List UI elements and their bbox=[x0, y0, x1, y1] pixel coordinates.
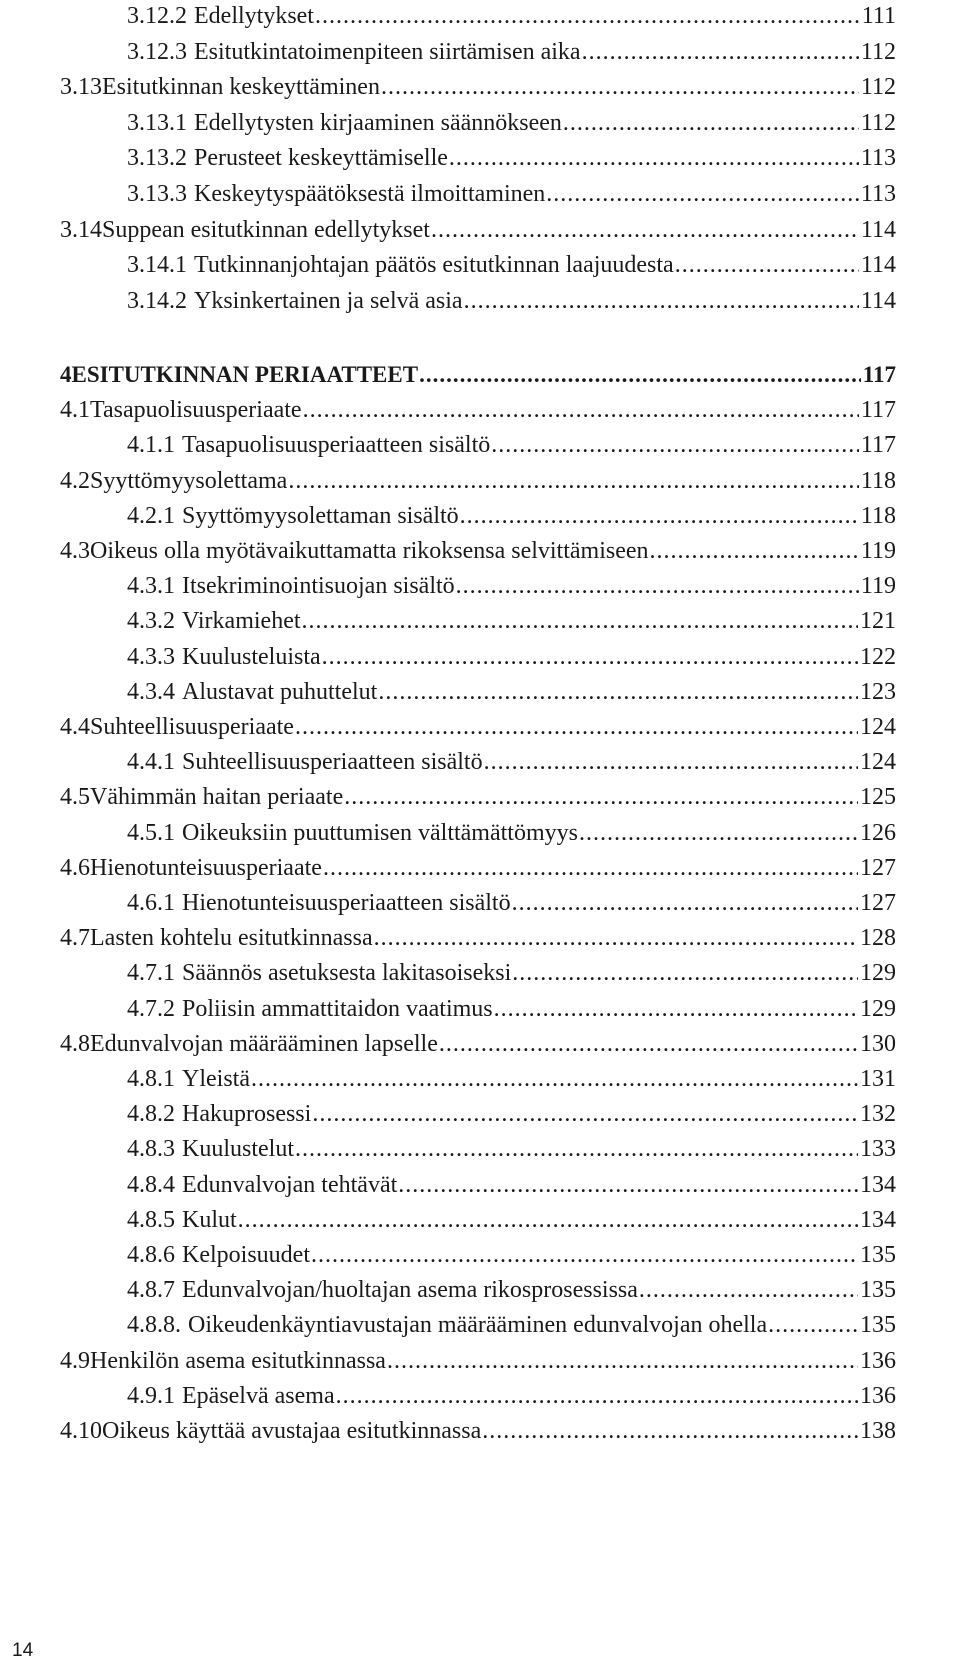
toc-entry[interactable] bbox=[127, 108, 896, 138]
toc-entry[interactable] bbox=[127, 286, 896, 316]
toc-entry-number: 3.14 bbox=[60, 216, 102, 243]
toc-entry-page: 134 bbox=[860, 1171, 896, 1198]
toc-entry-number: 4.7.1 bbox=[127, 960, 175, 987]
toc-entry[interactable] bbox=[127, 37, 896, 67]
toc-leader-dots bbox=[323, 853, 858, 883]
toc-leader-dots bbox=[431, 215, 859, 245]
toc-entry-title: Oikeus olla myötävaikuttamatta rikoksensa selvittämiseen bbox=[90, 538, 649, 564]
toc-entry-title: Edunvalvojan määrääminen lapselle bbox=[90, 1030, 438, 1057]
toc-entry-title: Edellytysten kirjaaminen säännökseen bbox=[194, 109, 562, 136]
toc-entry-title: Hienotunteisuusperiaate bbox=[90, 854, 322, 881]
toc-entry-number: 4.1.1 bbox=[127, 432, 175, 459]
toc-leader-dots bbox=[491, 430, 859, 460]
toc-leader-dots bbox=[303, 395, 859, 425]
toc-entry-page: 123 bbox=[860, 678, 896, 705]
toc-entry-page: 114 bbox=[860, 287, 896, 314]
toc-leader-dots bbox=[563, 108, 859, 138]
toc-entry-title: Suhteellisuusperiaatteen sisältö bbox=[182, 749, 483, 776]
toc-entry-page: 117 bbox=[860, 432, 896, 459]
toc-entry-title: Alustavat puhuttelut bbox=[182, 678, 378, 705]
toc-leader-dots bbox=[344, 782, 858, 812]
toc-entry-title: Kulut bbox=[182, 1206, 237, 1233]
toc-entry-number: 4.8.3 bbox=[127, 1136, 175, 1163]
toc-entry-number: 4.8.7 bbox=[127, 1277, 175, 1304]
toc-entry-number: 4.5.1 bbox=[127, 819, 175, 846]
toc-leader-dots bbox=[295, 712, 858, 742]
toc-entry-page: 118 bbox=[860, 502, 896, 529]
toc-entry-page: 117 bbox=[860, 397, 896, 424]
toc-leader-dots bbox=[650, 536, 859, 566]
toc-entry[interactable] bbox=[127, 1240, 896, 1270]
toc-entry[interactable] bbox=[127, 1, 896, 31]
toc-leader-dots bbox=[322, 642, 858, 672]
toc-entry-title: Virkamiehet bbox=[182, 608, 301, 635]
toc-entry[interactable] bbox=[127, 1170, 896, 1200]
toc-entry[interactable] bbox=[60, 215, 896, 245]
toc-leader-dots bbox=[449, 143, 859, 173]
toc-entry[interactable] bbox=[127, 143, 896, 173]
toc-entry-title: Syyttömyysolettama bbox=[90, 467, 288, 494]
toc-entry-number: 4.8.4 bbox=[127, 1171, 175, 1198]
toc-entry-number: 4.1 bbox=[60, 397, 90, 424]
toc-entry-number: 3.14.2 bbox=[127, 287, 187, 314]
toc-leader-dots bbox=[378, 677, 858, 707]
toc-entry-title: Suppean esitutkinnan edellytykset bbox=[102, 216, 430, 243]
toc-leader-dots bbox=[439, 1029, 858, 1059]
toc-entry-title: ESITUTKINNAN PERIAATTEET bbox=[71, 362, 419, 387]
toc-entry-number: 3.12.2 bbox=[127, 3, 187, 29]
toc-entry-page: 130 bbox=[860, 1030, 896, 1057]
toc-entry-title: Edunvalvojan/huoltajan asema rikosprosessissa bbox=[182, 1277, 638, 1304]
toc-leader-dots bbox=[546, 179, 859, 209]
toc-leader-dots bbox=[251, 1064, 858, 1094]
toc-entry-number: 4.8.6 bbox=[127, 1242, 175, 1268]
toc-entry-page: 122 bbox=[860, 643, 896, 670]
toc-entry-page: 129 bbox=[860, 960, 896, 987]
toc-entry-page: 119 bbox=[860, 538, 896, 564]
toc-entry-title: Tasapuolisuusperiaate bbox=[90, 397, 302, 424]
toc-leader-dots bbox=[302, 606, 858, 636]
toc-entry-title: Kelpoisuudet bbox=[182, 1242, 310, 1268]
toc-entry-number: 3.12.3 bbox=[127, 38, 187, 65]
toc-entry-number: 4.6 bbox=[60, 854, 90, 881]
toc-entry[interactable] bbox=[60, 72, 896, 102]
toc-entry-page: 125 bbox=[860, 784, 896, 811]
toc-leader-dots bbox=[311, 1240, 858, 1270]
toc-entry-number: 4.7 bbox=[60, 925, 90, 952]
toc-leader-dots bbox=[512, 958, 858, 988]
toc-entry-title: Tutkinnanjohtajan päätös esitutkinnan laajuudesta bbox=[194, 252, 674, 279]
toc-entry-number: 4.3.4 bbox=[127, 678, 175, 705]
toc-entry[interactable] bbox=[127, 677, 896, 707]
toc-entry-page: 124 bbox=[860, 749, 896, 776]
toc-chapter[interactable] bbox=[60, 360, 896, 390]
toc-entry-number: 4.2.1 bbox=[127, 502, 175, 529]
toc-entry-page: 129 bbox=[860, 995, 896, 1022]
toc-leader-dots bbox=[312, 1099, 858, 1129]
toc-entry-page: 111 bbox=[861, 3, 896, 29]
toc-entry-title: Syyttömyysolettaman sisältö bbox=[182, 502, 459, 529]
toc-entry-number: 4.8.5 bbox=[127, 1206, 175, 1233]
toc-leader-dots bbox=[295, 1134, 858, 1164]
toc-leader-dots bbox=[387, 1346, 858, 1376]
toc-entry[interactable] bbox=[127, 179, 896, 209]
toc-entry[interactable] bbox=[60, 466, 896, 496]
toc-entry[interactable] bbox=[60, 1416, 896, 1446]
toc-entry-number: 4.2 bbox=[60, 467, 90, 494]
toc-entry-title: Oikeus käyttää avustajaa esitutkinnassa bbox=[102, 1418, 482, 1444]
toc-entry-title: Suhteellisuusperiaate bbox=[90, 714, 294, 740]
toc-leader-dots bbox=[464, 286, 859, 316]
toc-entry-title: Lasten kohtelu esitutkinnassa bbox=[90, 925, 373, 952]
toc-entry-number: 4.8 bbox=[60, 1030, 90, 1057]
toc-entry-title: Poliisin ammattitaidon vaatimus bbox=[182, 995, 493, 1022]
toc-entry-title: Esitutkinnan keskeyttäminen bbox=[102, 74, 380, 101]
toc-leader-dots bbox=[482, 1416, 858, 1446]
toc-entry-number: 3.13.2 bbox=[127, 145, 187, 172]
toc-entry-page: 114 bbox=[860, 216, 896, 243]
toc-entry-page: 136 bbox=[860, 1347, 896, 1374]
toc-leader-dots bbox=[315, 1, 860, 31]
toc-entry-page: 112 bbox=[860, 38, 896, 65]
toc-leader-dots bbox=[336, 1381, 858, 1411]
toc-entry-page: 112 bbox=[860, 74, 896, 101]
toc-entry-page: 118 bbox=[860, 467, 896, 494]
toc-entry[interactable] bbox=[127, 1134, 896, 1164]
toc-entry-page: 136 bbox=[860, 1382, 896, 1409]
toc-entry-number: 3.13 bbox=[60, 74, 102, 101]
toc-entry-number: 4.3 bbox=[60, 538, 90, 564]
toc-leader-dots bbox=[675, 250, 859, 280]
toc-leader-dots bbox=[484, 747, 858, 777]
toc-entry-page: 128 bbox=[860, 925, 896, 952]
toc-entry-page: 126 bbox=[860, 819, 896, 846]
toc-entry[interactable] bbox=[60, 923, 896, 953]
toc-entry[interactable] bbox=[127, 501, 896, 531]
toc-entry[interactable] bbox=[60, 712, 896, 742]
toc-entry[interactable] bbox=[127, 1275, 896, 1305]
toc-entry-title: Esitutkintatoimenpiteen siirtämisen aika bbox=[194, 38, 581, 65]
toc-entry-page: 132 bbox=[860, 1101, 896, 1128]
toc-entry-title: Perusteet keskeyttämiselle bbox=[194, 145, 448, 172]
toc-entry-number: 3.13.1 bbox=[127, 109, 187, 136]
toc-entry[interactable] bbox=[127, 1064, 896, 1094]
toc-leader-dots bbox=[639, 1275, 858, 1305]
toc-entry-number: 3.13.3 bbox=[127, 181, 187, 207]
toc-entry-number: 4.10 bbox=[60, 1418, 102, 1444]
toc-entry[interactable] bbox=[127, 747, 896, 777]
toc-entry-number: 4.9.1 bbox=[127, 1382, 175, 1409]
toc-entry-title: Itsekriminointisuojan sisältö bbox=[182, 573, 455, 600]
toc-entry-number: 4 bbox=[60, 362, 72, 387]
toc-entry-number: 4.4.1 bbox=[127, 749, 175, 776]
page-number: 14 bbox=[12, 1640, 34, 1661]
toc-entry-page: 121 bbox=[860, 608, 896, 635]
toc-entry-title: Yleistä bbox=[182, 1066, 250, 1092]
toc-entry-page: 134 bbox=[860, 1206, 896, 1233]
toc-leader-dots bbox=[579, 818, 858, 848]
toc-entry[interactable] bbox=[127, 1381, 896, 1411]
toc-entry-title: Edunvalvojan tehtävät bbox=[182, 1171, 398, 1198]
toc-entry[interactable] bbox=[127, 1310, 896, 1340]
toc-entry-page: 131 bbox=[860, 1066, 896, 1092]
toc-leader-dots bbox=[238, 1205, 858, 1235]
toc-entry-number: 4.8.8. bbox=[127, 1312, 181, 1339]
toc-entry-title: Epäselvä asema bbox=[182, 1382, 335, 1409]
toc-entry[interactable] bbox=[127, 571, 896, 601]
toc-entry-page: 127 bbox=[860, 854, 896, 881]
toc-entry-number: 4.3.3 bbox=[127, 643, 175, 670]
toc-entry[interactable] bbox=[60, 1346, 896, 1376]
toc-leader-dots bbox=[512, 888, 858, 918]
toc-entry-title: Yksinkertainen ja selvä asia bbox=[194, 287, 463, 314]
toc-leader-dots bbox=[494, 994, 858, 1024]
toc-entry-page: 138 bbox=[860, 1418, 896, 1444]
toc-entry-number: 3.14.1 bbox=[127, 252, 187, 279]
toc-entry-title: Keskeytyspäätöksestä ilmoittaminen bbox=[194, 181, 546, 207]
toc-entry-title: Hienotunteisuusperiaatteen sisältö bbox=[182, 890, 511, 916]
toc-entry-title: Vähimmän haitan periaate bbox=[90, 784, 344, 811]
toc-entry-page: 135 bbox=[860, 1242, 896, 1268]
toc-entry[interactable] bbox=[127, 994, 896, 1024]
toc-leader-dots bbox=[582, 37, 859, 67]
toc-entry-page: 119 bbox=[860, 573, 896, 600]
toc-entry[interactable] bbox=[60, 395, 896, 425]
toc-entry-page: 124 bbox=[860, 714, 896, 740]
toc-entry[interactable] bbox=[127, 818, 896, 848]
toc-entry-number: 4.9 bbox=[60, 1347, 90, 1374]
toc-entry-number: 4.8.1 bbox=[127, 1066, 175, 1092]
toc-entry[interactable] bbox=[60, 536, 896, 566]
toc-entry[interactable] bbox=[60, 853, 896, 883]
toc-leader-dots bbox=[419, 360, 861, 390]
toc-leader-dots bbox=[460, 501, 859, 531]
toc-entry-title: Hakuprosessi bbox=[182, 1101, 312, 1128]
toc-entry-title: Henkilön asema esitutkinnassa bbox=[90, 1347, 386, 1374]
toc-entry-title: Oikeudenkäyntiavustajan määrääminen edunvalvojan ohella bbox=[188, 1312, 768, 1339]
toc-entry[interactable] bbox=[127, 958, 896, 988]
toc-entry-title: Kuulusteluista bbox=[182, 643, 321, 670]
toc-entry[interactable] bbox=[127, 606, 896, 636]
toc-entry[interactable] bbox=[127, 642, 896, 672]
toc-entry-page: 113 bbox=[860, 181, 896, 207]
toc-entry-page: 117 bbox=[862, 362, 896, 387]
toc-entry-title: Edellytykset bbox=[194, 3, 314, 29]
toc-entry-page: 113 bbox=[860, 145, 896, 172]
toc-entry-page: 135 bbox=[860, 1312, 896, 1339]
toc-leader-dots bbox=[374, 923, 858, 953]
toc-entry[interactable] bbox=[127, 1099, 896, 1129]
toc-leader-dots bbox=[456, 571, 859, 601]
toc-entry-page: 114 bbox=[860, 252, 896, 279]
toc-leader-dots bbox=[288, 466, 859, 496]
toc-entry-page: 127 bbox=[860, 890, 896, 916]
toc-entry-number: 4.6.1 bbox=[127, 890, 175, 916]
toc-entry-page: 135 bbox=[860, 1277, 896, 1304]
toc-entry-title: Säännös asetuksesta lakitasoiseksi bbox=[182, 960, 512, 987]
toc-entry[interactable] bbox=[127, 1205, 896, 1235]
toc-entry-page: 133 bbox=[860, 1136, 896, 1163]
toc-entry-number: 4.8.2 bbox=[127, 1101, 175, 1128]
toc-leader-dots bbox=[398, 1170, 858, 1200]
toc-entry[interactable] bbox=[127, 430, 896, 460]
toc-entry[interactable] bbox=[60, 782, 896, 812]
toc-entry[interactable] bbox=[127, 888, 896, 918]
toc-entry[interactable] bbox=[127, 250, 896, 280]
toc-leader-dots bbox=[768, 1310, 858, 1340]
toc-entry[interactable] bbox=[60, 1029, 896, 1059]
toc-entry-number: 4.3.2 bbox=[127, 608, 175, 635]
toc-entry-number: 4.4 bbox=[60, 714, 90, 740]
toc-entry-title: Kuulustelut bbox=[182, 1136, 294, 1163]
toc-entry-number: 4.3.1 bbox=[127, 573, 175, 600]
toc-entry-page: 112 bbox=[860, 109, 896, 136]
toc-entry-title: Oikeuksiin puuttumisen välttämättömyys bbox=[182, 819, 578, 846]
toc-entry-title: Tasapuolisuusperiaatteen sisältö bbox=[182, 432, 491, 459]
toc-leader-dots bbox=[381, 72, 859, 102]
toc-entry-number: 4.7.2 bbox=[127, 995, 175, 1022]
toc-entry-number: 4.5 bbox=[60, 784, 90, 811]
